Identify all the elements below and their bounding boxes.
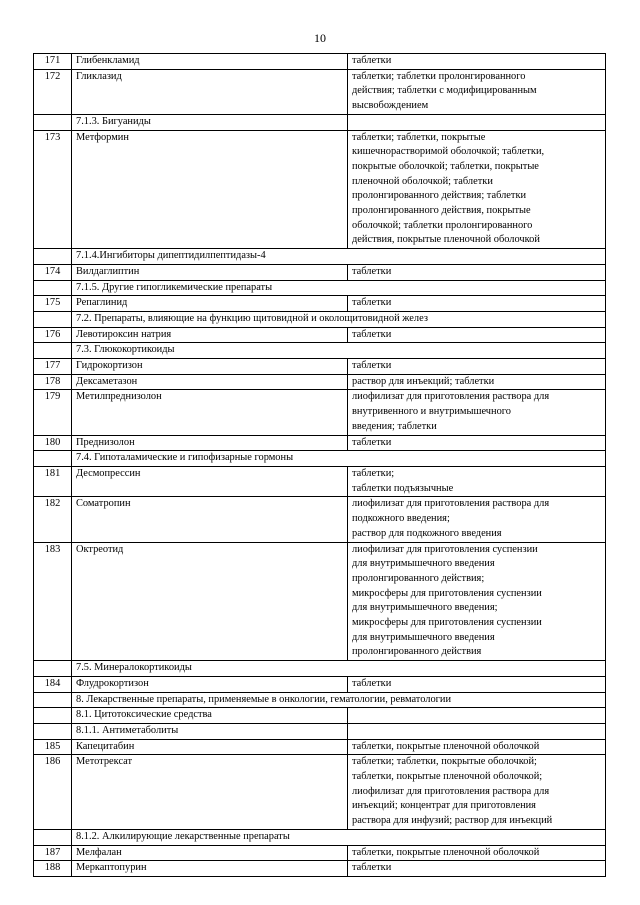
section-row [34,829,606,845]
row-number: 174 [34,264,72,280]
table-row [34,845,606,861]
row-number: 186 [34,755,72,830]
section-heading: 8.1. Цитотоксические средства [72,708,348,724]
row-number: 173 [34,130,72,249]
drug-name: Преднизолон [72,435,348,451]
row-number: 171 [34,54,72,70]
table-row [34,466,606,496]
drug-name: Десмопрессин [72,466,348,496]
row-number: 178 [34,374,72,390]
section-heading: 8.1.2. Алкилирующие лекарственные препараты [72,829,606,845]
drug-name: Флудрокортизон [72,676,348,692]
table-row [34,755,606,830]
row-number: 183 [34,542,72,661]
drug-list-body [34,54,606,877]
row-number: 175 [34,296,72,312]
section-empty-cell [348,708,606,724]
section-row [34,708,606,724]
drug-name: Гидрокортизон [72,359,348,375]
section-row [34,343,606,359]
drug-name: Метотрексат [72,755,348,830]
section-row [34,280,606,296]
dosage-form: таблетки, покрытые пленочной оболочкой [348,845,606,861]
table-row [34,542,606,661]
table-row [34,296,606,312]
dosage-form: таблетки [348,676,606,692]
table-row [34,69,606,114]
row-number: 182 [34,497,72,542]
section-number-cell [34,829,72,845]
section-number-cell [34,114,72,130]
dosage-form: таблетки, покрытые пленочной оболочкой [348,739,606,755]
section-heading: 7.5. Минералокортикоиды [72,661,606,677]
dosage-form: таблетки; таблетки пролонгированного действия; таблетки с модифицированным высвобождением [348,69,606,114]
table-row [34,390,606,435]
drug-name: Вилдаглиптин [72,264,348,280]
section-heading: 7.1.5. Другие гипогликемические препараты [72,280,606,296]
dosage-form: таблетки [348,327,606,343]
section-empty-cell [348,114,606,130]
dosage-form: лиофилизат для приготовления раствора для подкожного введения; раствор для подкожного введения [348,497,606,542]
table-row [34,497,606,542]
section-number-cell [34,311,72,327]
dosage-form: таблетки [348,435,606,451]
drug-name: Соматропин [72,497,348,542]
drug-list-table [33,53,606,877]
section-number-cell [34,343,72,359]
drug-name: Мелфалан [72,845,348,861]
drug-name: Репаглинид [72,296,348,312]
table-row [34,676,606,692]
dosage-form: лиофилизат для приготовления раствора для внутривенного и внутримышечного введения; таблетки [348,390,606,435]
section-number-cell [34,708,72,724]
row-number: 176 [34,327,72,343]
dosage-form: таблетки [348,296,606,312]
drug-name: Меркаптопурин [72,861,348,877]
section-row [34,661,606,677]
dosage-form: таблетки; таблетки, покрытые кишечнорастворимой оболочкой; таблетки, покрытые оболочкой; таблетки, покрытые пленочной оболочкой; таблетки пролонгированного действия; таблетки пролонгированного действия, покрытые оболочкой; таблетки пролонгированного действия, покрытые пленочной оболочкой [348,130,606,249]
dosage-form: таблетки [348,264,606,280]
section-heading: 7.1.3. Бигуаниды [72,114,348,130]
drug-name: Метформин [72,130,348,249]
table-row [34,861,606,877]
dosage-form: таблетки [348,861,606,877]
page-number: 10 [314,31,326,45]
section-row [34,249,606,265]
row-number: 181 [34,466,72,496]
drug-name: Дексаметазон [72,374,348,390]
section-row [34,451,606,467]
section-number-cell [34,723,72,739]
drug-name: Октреотид [72,542,348,661]
table-row [34,435,606,451]
section-row [34,114,606,130]
section-row [34,311,606,327]
dosage-form: лиофилизат для приготовления суспензии для внутримышечного введения пролонгированного действия; микросферы для приготовления суспензии для внутримышечного введения; микросферы для приготовления суспензии для внутримышечного введения пролонгированного действия [348,542,606,661]
dosage-form: таблетки; таблетки подъязычные [348,466,606,496]
section-heading: 7.3. Глюкокортикоиды [72,343,606,359]
row-number: 185 [34,739,72,755]
table-row [34,327,606,343]
table-row [34,359,606,375]
drug-name: Глибенкламид [72,54,348,70]
section-heading: 8. Лекарственные препараты, применяемые в онкологии, гематологии, ревматологии [72,692,606,708]
drug-name: Гликлазид [72,69,348,114]
row-number: 177 [34,359,72,375]
section-number-cell [34,661,72,677]
section-row [34,723,606,739]
section-number-cell [34,249,72,265]
row-number: 172 [34,69,72,114]
dosage-form: таблетки [348,359,606,375]
dosage-form: таблетки [348,54,606,70]
row-number: 188 [34,861,72,877]
drug-name: Метилпреднизолон [72,390,348,435]
drug-name: Левотироксин натрия [72,327,348,343]
table-row [34,374,606,390]
table-row [34,130,606,249]
section-heading: 7.2. Препараты, влияющие на функцию щитовидной и околощитовидной желез [72,311,606,327]
drug-name: Капецитабин [72,739,348,755]
dosage-form: таблетки; таблетки, покрытые оболочкой; таблетки, покрытые пленочной оболочкой; лиофилизат для приготовления раствора для инъекций; концентрат для приготовления раствора для инфузий; раствор для инъекций [348,755,606,830]
dosage-form: раствор для инъекций; таблетки [348,374,606,390]
section-heading: 7.4. Гипоталамические и гипофизарные гормоны [72,451,606,467]
section-number-cell [34,451,72,467]
section-heading: 8.1.1. Антиметаболиты [72,723,348,739]
row-number: 184 [34,676,72,692]
row-number: 180 [34,435,72,451]
section-number-cell [34,280,72,296]
row-number: 179 [34,390,72,435]
section-empty-cell [348,723,606,739]
table-row [34,739,606,755]
table-row [34,264,606,280]
table-row [34,54,606,70]
section-heading: 7.1.4.Ингибиторы дипептидилпептидазы-4 [72,249,606,265]
section-row [34,692,606,708]
section-number-cell [34,692,72,708]
row-number: 187 [34,845,72,861]
